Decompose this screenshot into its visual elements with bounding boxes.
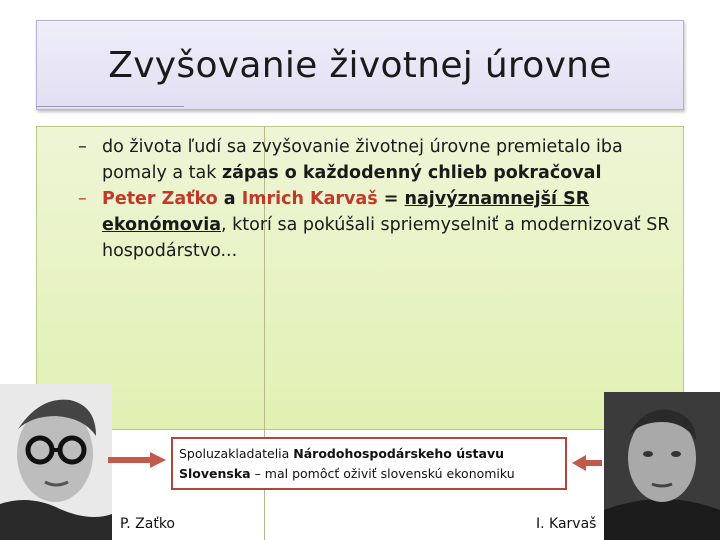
bullet-item-1 bbox=[70, 134, 680, 186]
bullet-text: do života ľudí sa zvyšovanie životnej úrovne premietalo iba pomaly a tak bbox=[102, 137, 623, 183]
portrait-illustration bbox=[604, 392, 720, 540]
title-underline-decoration bbox=[36, 106, 184, 107]
note-prefix: Spoluzakladatelia bbox=[179, 446, 294, 461]
slide-title: Zvyšovanie životnej úrovne bbox=[108, 45, 612, 86]
note-callout bbox=[171, 437, 567, 490]
person-name-zatko: Peter Zaťko bbox=[102, 189, 218, 209]
bullet-emphasis: zápas o každodenný chlieb pokračoval bbox=[221, 163, 602, 183]
note-suffix: – mal pomôcť oživiť slovenskú ekonomiku bbox=[250, 466, 515, 481]
bullet-marker: – bbox=[78, 137, 87, 157]
title-panel bbox=[36, 20, 684, 110]
arrow-left-icon bbox=[108, 452, 166, 468]
portrait-illustration bbox=[0, 384, 112, 540]
bullet-marker: – bbox=[78, 189, 87, 209]
arrow-right-icon bbox=[572, 455, 602, 471]
caption-zatko: P. Zaťko bbox=[120, 516, 175, 532]
person-name-karvas: Imrich Karvaš bbox=[241, 189, 378, 209]
bullet-equals: = bbox=[377, 189, 405, 209]
caption-karvas: I. Karvaš bbox=[536, 516, 597, 532]
bullet-conjunction: a bbox=[217, 189, 242, 209]
bullet-emphasis-underlined: najvýznamnejší SR ekonómovia bbox=[102, 189, 590, 235]
bullet-item-2 bbox=[70, 186, 680, 264]
note-institution: Národohospodárskeho ústavu Slovenska bbox=[179, 446, 505, 481]
bullet-list bbox=[70, 134, 680, 264]
portrait-photo-zatko bbox=[0, 384, 112, 540]
bullet-text: , ktorí sa pokúšali spriemyselniť a modernizovať SR hospodárstvo... bbox=[102, 215, 670, 261]
portrait-photo-karvas bbox=[604, 392, 720, 540]
